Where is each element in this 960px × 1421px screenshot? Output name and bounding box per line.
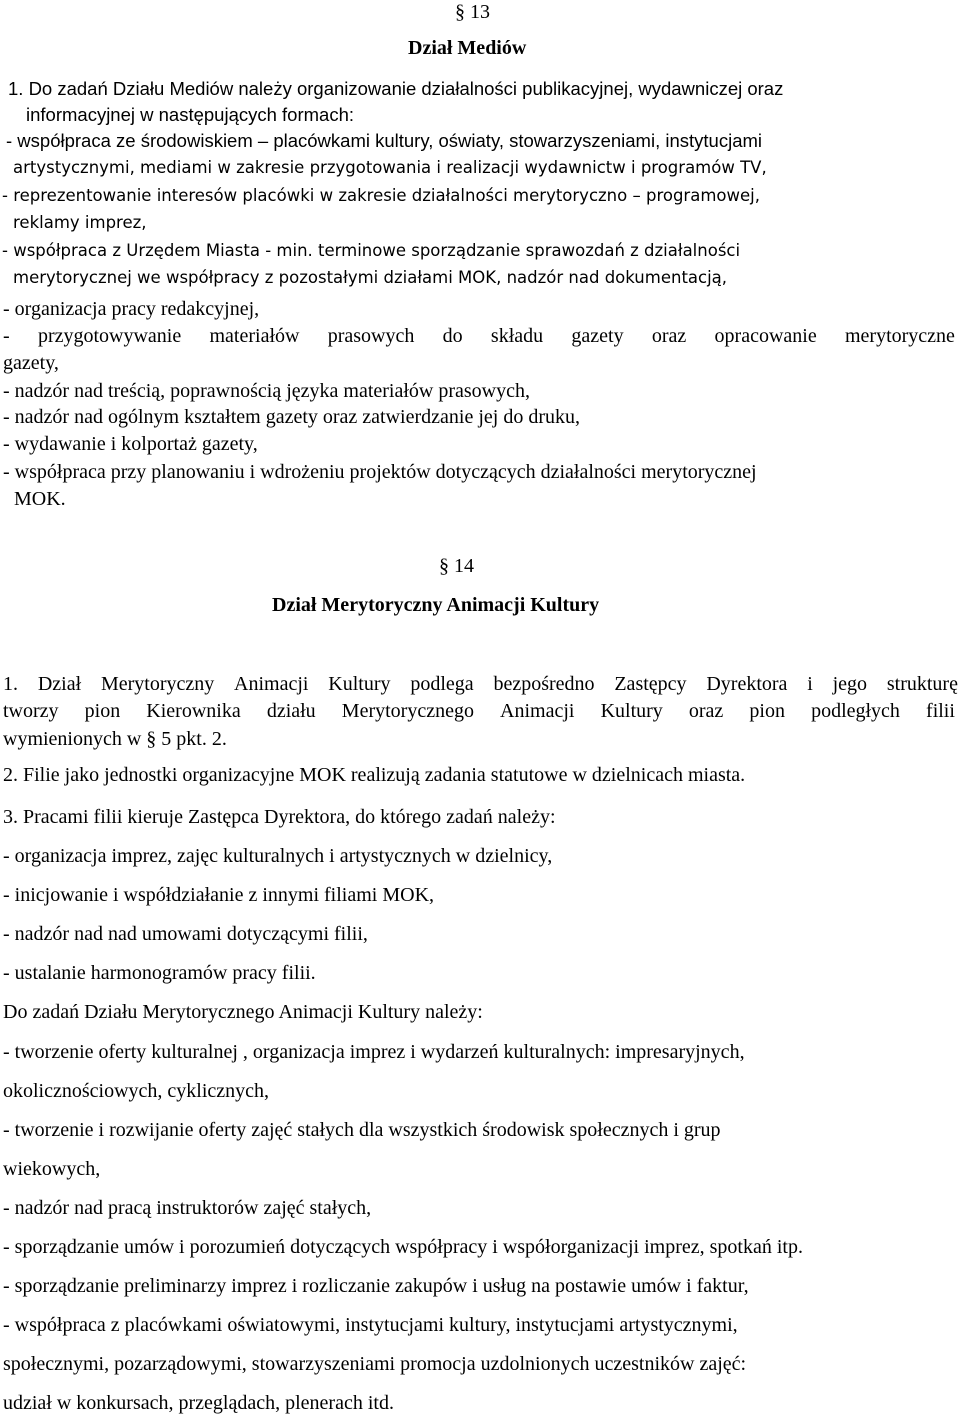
media-line-6: reklamy imprez, bbox=[13, 213, 147, 232]
animation-line-1-w12: strukturę bbox=[886, 673, 958, 695]
animation-line-14: wiekowych, bbox=[3, 1158, 101, 1180]
media-line-10-w4: prasowych bbox=[327, 325, 415, 347]
media-line-7: - współpraca z Urzędem Miasta - min. terminowe sporządzanie sprawozdań z działalności bbox=[2, 241, 741, 260]
media-line-4: artystycznymi, mediami w zakresie przygotowania i realizacji wydawnictw i programów TV, bbox=[13, 158, 767, 177]
animation-line-1-w7: bezpośredno bbox=[493, 673, 595, 695]
animation-line-1-w6: podlega bbox=[410, 673, 474, 695]
media-line-10 bbox=[3, 326, 955, 346]
animation-line-19: społecznymi, pozarządowymi, stowarzyszeniami promocja uzdolnionych uczestników zajęć: bbox=[3, 1353, 747, 1375]
animation-line-13: - tworzenie i rozwijanie oferty zajęć stałych dla wszystkich środowisk społecznych i grup bbox=[3, 1119, 721, 1141]
animation-line-2-w8: oraz bbox=[688, 700, 724, 722]
animation-line-12: okolicznościowych, cyklicznych, bbox=[3, 1080, 270, 1102]
animation-line-2-w9: pion bbox=[749, 700, 785, 722]
animation-line-16: - sporządzanie umów i porozumień dotyczących współpracy i współorganizacji imprez, spotkań itp. bbox=[3, 1236, 803, 1258]
animation-line-2-w3: Kierownika bbox=[146, 700, 241, 722]
media-line-10-w10: merytoryczne bbox=[844, 325, 955, 347]
animation-line-1-w3: Merytoryczny bbox=[100, 673, 215, 695]
animation-line-10: Do zadań Działu Merytorycznego Animacji Kultury należy: bbox=[3, 1001, 483, 1023]
media-line-16: MOK. bbox=[14, 488, 66, 510]
animation-line-2 bbox=[3, 701, 955, 721]
section-14-title: Dział Merytoryczny Animacji Kultury bbox=[272, 594, 600, 616]
animation-line-2-w6: Animacji bbox=[500, 700, 575, 722]
animation-line-20: udział w konkursach, przeglądach, plenerach itd. bbox=[3, 1392, 394, 1414]
animation-line-17: - sporządzanie preliminarzy imprez i rozliczanie zakupów i usług na postawie umów i faktur, bbox=[3, 1275, 749, 1297]
animation-line-2-w1: tworzy bbox=[3, 700, 59, 722]
media-line-12: - nadzór nad treścią, poprawnością języka materiałów prasowych, bbox=[3, 380, 531, 402]
animation-line-1-w10: i bbox=[807, 673, 813, 695]
media-line-10-w9: opracowanie bbox=[714, 325, 817, 347]
animation-line-1-w8: Zastępcy bbox=[614, 673, 687, 695]
media-line-10-w8: oraz bbox=[651, 325, 687, 347]
section-14-number: § 14 bbox=[439, 555, 474, 577]
media-line-15: - współpraca przy planowaniu i wdrożeniu projektów dotyczących działalności merytorycznej bbox=[3, 461, 757, 483]
animation-line-1-w2: Dział bbox=[37, 673, 82, 695]
animation-line-2-w10: podległych bbox=[811, 700, 900, 722]
animation-line-2-w7: Kultury bbox=[600, 700, 663, 722]
animation-line-1-w5: Kultury bbox=[328, 673, 391, 695]
animation-line-1-w11: jego bbox=[832, 673, 868, 695]
media-line-5: - reprezentowanie interesów placówki w zakresie działalności merytoryczno – programowej, bbox=[2, 186, 760, 205]
media-line-9: - organizacja pracy redakcyjnej, bbox=[3, 298, 260, 320]
animation-line-2-w5: Merytorycznego bbox=[341, 700, 474, 722]
animation-line-3: wymienionych w § 5 pkt. 2. bbox=[3, 728, 227, 750]
media-line-10-w2: przygotowywanie bbox=[37, 325, 182, 347]
animation-line-2-w2: pion bbox=[84, 700, 121, 722]
animation-line-18: - współpraca z placówkami oświatowymi, instytucjami kultury, instytucjami artystycznymi, bbox=[3, 1314, 738, 1336]
media-line-10-w3: materiałów bbox=[209, 325, 300, 347]
media-line-10-w7: gazety bbox=[571, 325, 624, 347]
media-line-10-w6: składu bbox=[490, 325, 544, 347]
media-line-10-w5: do bbox=[442, 325, 463, 347]
media-line-11: gazety, bbox=[3, 352, 59, 374]
animation-line-1-w1: 1. bbox=[3, 673, 18, 695]
animation-line-7: - inicjowanie i współdziałanie z innymi filiami MOK, bbox=[3, 884, 435, 906]
section-13-number: § 13 bbox=[455, 1, 490, 23]
media-line-1: 1. Do zadań Działu Mediów należy organizowanie działalności publikacyjnej, wydawniczej oraz bbox=[8, 78, 784, 99]
section-13-title: Dział Mediów bbox=[408, 37, 527, 59]
animation-line-11: - tworzenie oferty kulturalnej , organizacja imprez i wydarzeń kulturalnych: impresaryjnych, bbox=[3, 1041, 745, 1063]
animation-line-4: 2. Filie jako jednostki organizacyjne MOK realizują zadania statutowe w dzielnicach miasta. bbox=[3, 764, 746, 786]
media-line-8: merytorycznej we współpracy z pozostałymi działami MOK, nadzór nad dokumentacją, bbox=[13, 268, 728, 287]
animation-line-1-w9: Dyrektora bbox=[706, 673, 788, 695]
media-line-14: - wydawanie i kolportaż gazety, bbox=[3, 433, 258, 455]
animation-line-1-w4: Animacji bbox=[234, 673, 309, 695]
animation-line-1 bbox=[3, 674, 958, 694]
media-line-13: - nadzór nad ogólnym kształtem gazety oraz zatwierdzanie jej do druku, bbox=[3, 406, 580, 428]
animation-line-15: - nadzór nad pracą instruktorów zajęć stałych, bbox=[3, 1197, 372, 1219]
animation-line-6: - organizacja imprez, zajęc kulturalnych i artystycznych w dzielnicy, bbox=[3, 845, 553, 867]
media-line-3: - współpraca ze środowiskiem – placówkami kultury, oświaty, stowarzyszeniami, instytucjami bbox=[6, 130, 762, 151]
media-line-2: informacyjnej w następujących formach: bbox=[26, 104, 355, 125]
animation-line-5: 3. Pracami filii kieruje Zastępca Dyrektora, do którego zadań należy: bbox=[3, 806, 556, 828]
animation-line-2-w11: filii bbox=[926, 700, 955, 722]
animation-line-8: - nadzór nad nad umowami dotyczącymi filii, bbox=[3, 923, 368, 945]
animation-line-2-w4: działu bbox=[266, 700, 316, 722]
media-line-10-w1: - bbox=[3, 325, 10, 347]
animation-line-9: - ustalanie harmonogramów pracy filii. bbox=[3, 962, 316, 984]
